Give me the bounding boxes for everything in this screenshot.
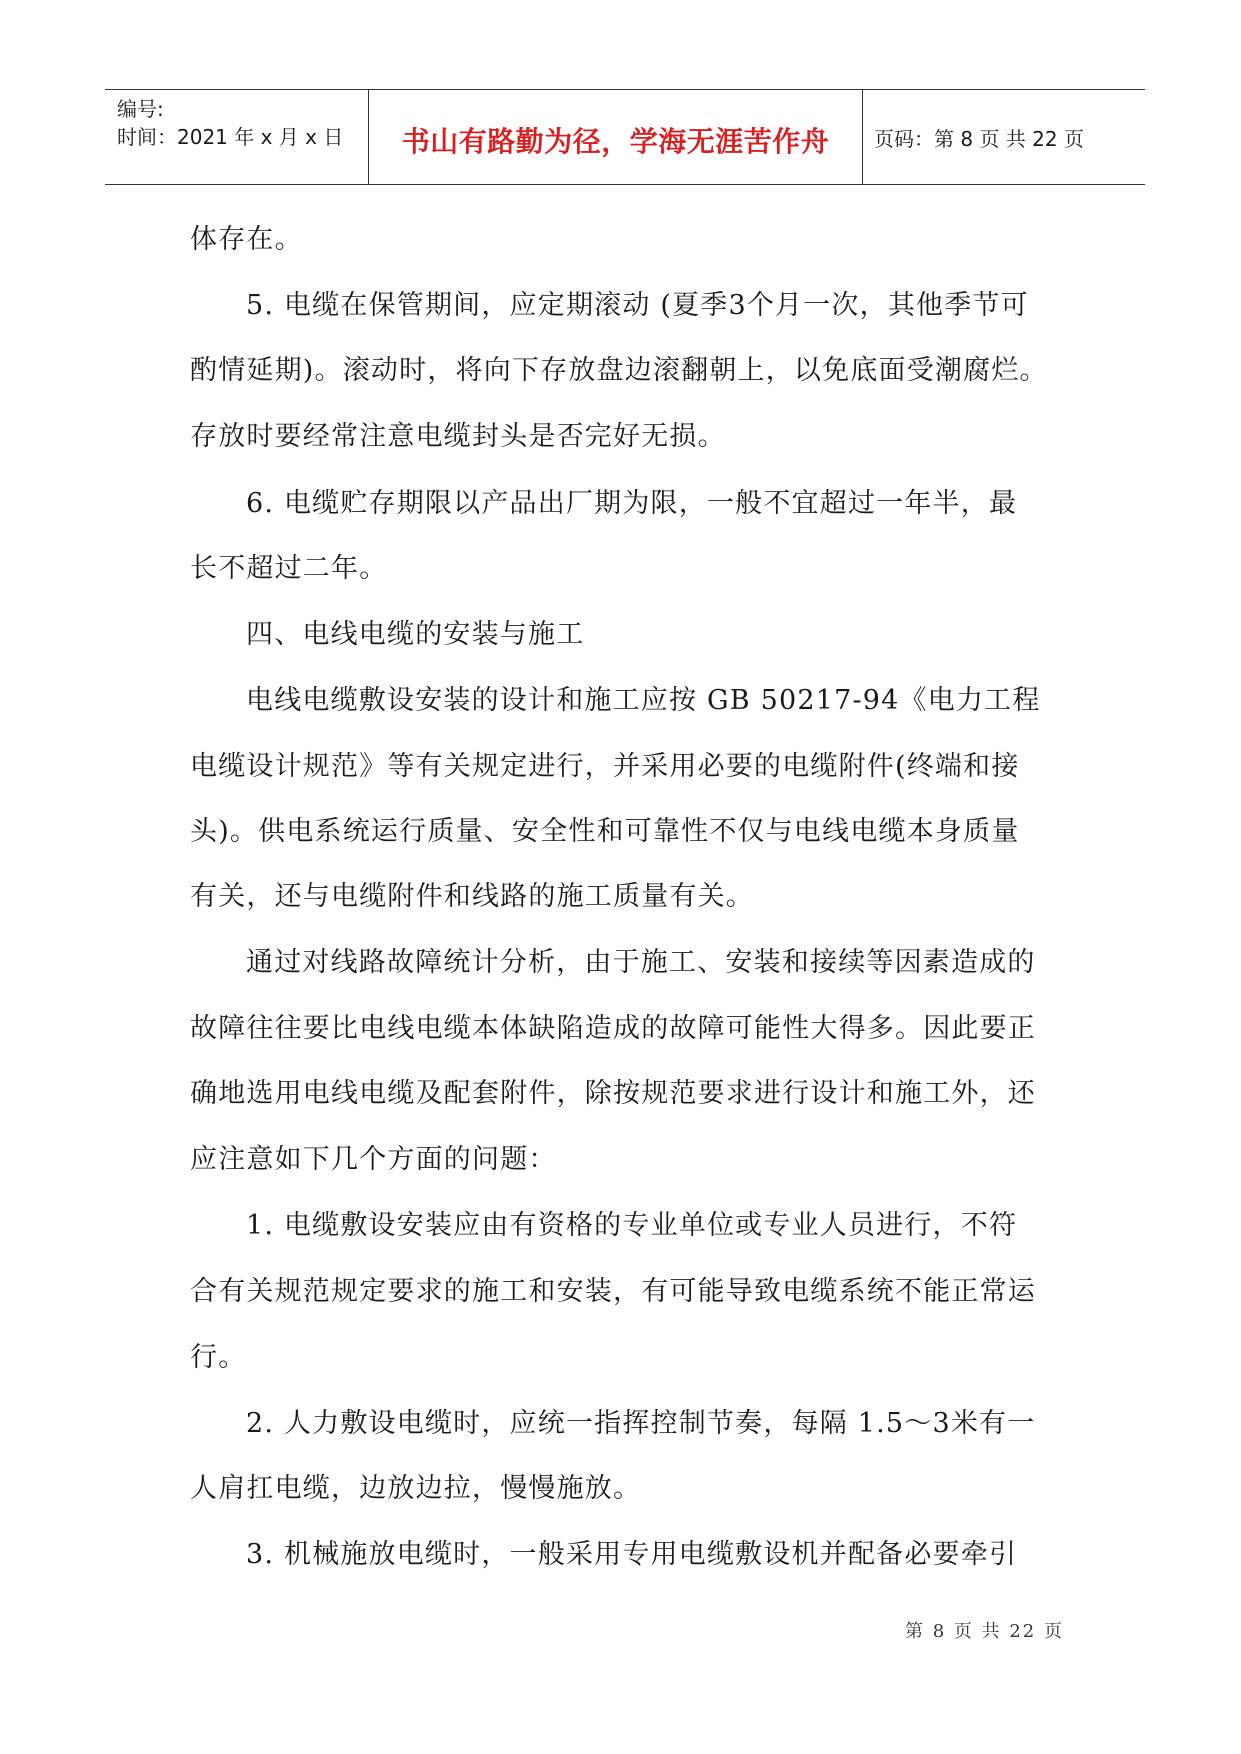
header-slogan: 书山有路勤为径，学海无涯苦作舟 (401, 125, 830, 158)
text-line: 电缆设计规范》等有关规定进行，并采用必要的电缆附件(终端和接 (190, 751, 1020, 782)
text-line: 应注意如下几个方面的问题： (190, 1144, 557, 1175)
text-line: 有关，还与电缆附件和线路的施工质量有关。 (190, 881, 754, 912)
document-number-label: 编号: (117, 97, 164, 121)
text-line: 头)。供电系统运行质量、安全性和可靠性不仅与电线电缆本身质量 (190, 816, 1020, 847)
page-footer: 第 8 页 共 22 页 (905, 1621, 1064, 1642)
header-page-cell (862, 90, 1145, 184)
text-line: 6. 电缆贮存期限以产品出厂期为限，一般不宜超过一年半，最 (246, 488, 1018, 519)
text-line: 合有关规范规定要求的施工和安装，有可能导致电缆系统不能正常运 (190, 1276, 1036, 1307)
text-line: 3. 机械施放电缆时，一般采用专用电缆敷设机并配备必要牵引 (246, 1539, 1018, 1570)
text-line: 通过对线路故障统计分析，由于施工、安装和接续等因素造成的 (246, 947, 1036, 978)
text-line: 故障往往要比电线电缆本体缺陷造成的故障可能性大得多。因此要正 (190, 1013, 1036, 1044)
text-line: 行。 (190, 1342, 247, 1373)
text-line: 2. 人力敷设电缆时，应统一指挥控制节奏，每隔 1.5～3米有一 (246, 1408, 1036, 1439)
text-line: 体存在。 (190, 224, 303, 255)
section-heading: 四、电线电缆的安装与施工 (246, 619, 585, 650)
text-line: 1. 电缆敷设安装应由有资格的专业单位或专业人员进行，不符 (246, 1210, 1018, 1241)
document-time-label: 时间：2021 年 x 月 x 日 (117, 125, 344, 149)
text-line: 存放时要经常注意电缆封头是否完好无损。 (190, 421, 726, 452)
text-line: 人肩扛电缆，边放边拉，慢慢施放。 (190, 1473, 642, 1504)
text-line: 确地选用电线电缆及配套附件，除按规范要求进行设计和施工外，还 (190, 1078, 1036, 1109)
text-line: 长不超过二年。 (190, 553, 388, 584)
header-slogan-cell (368, 90, 863, 184)
text-line: 酌情延期)。滚动时，将向下存放盘边滚翻朝上，以免底面受潮腐烂。 (190, 355, 1048, 386)
header-meta-cell (105, 90, 368, 184)
text-line: 5. 电缆在保管期间，应定期滚动 (夏季3个月一次，其他季节可 (246, 290, 1029, 321)
page-header-table (105, 89, 1145, 185)
header-page-number: 页码：第 8 页 共 22 页 (874, 127, 1084, 151)
text-line: 电线电缆敷设安装的设计和施工应按 GB 50217-94《电力工程 (246, 685, 1041, 716)
